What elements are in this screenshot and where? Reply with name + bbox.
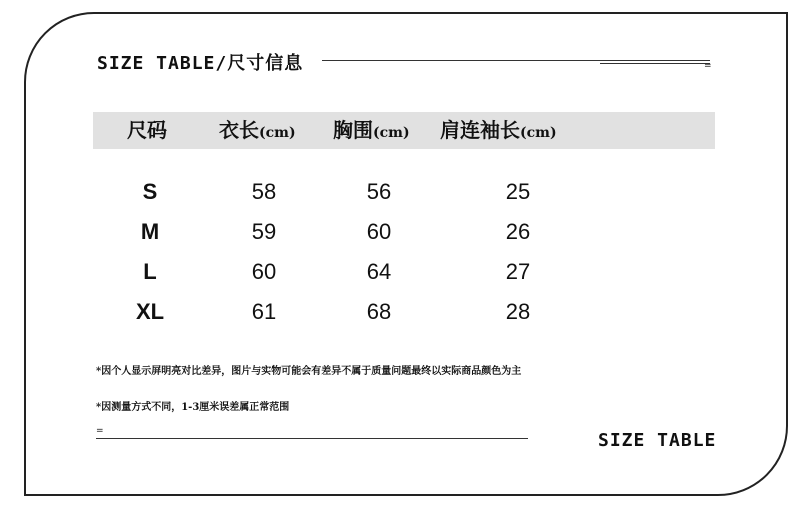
footer-label: SIZE TABLE [598,430,717,451]
table-cell-chest: 68 [366,299,392,324]
table-cell-sleeve: 26 [505,219,531,244]
title-divider-secondary [600,63,710,64]
bottom-rule-mark: = [96,426,104,436]
table-cell-length: 61 [251,299,277,324]
table-cell-chest: 56 [366,179,392,204]
table-cell-length: 60 [251,259,277,284]
table-cell-length: 59 [251,219,277,244]
table-cell-chest: 64 [366,259,392,284]
header-chest: 胸围(cm) [333,118,410,142]
table-cell-sleeve: 28 [505,299,531,324]
header-length: 衣长(cm) [219,118,296,142]
header-size: 尺码 [127,118,167,142]
table-cell-size: L [143,259,157,284]
title-rule-mark: = [704,61,712,71]
display-disclaimer-note: *因个人显示屏明亮对比差异，图片与实物可能会有差异不属于质量问题最终以实际商品颜色为主 [96,366,522,377]
table-cell-size: S [142,179,158,204]
header-sleeve: 肩连袖长(cm) [440,118,557,142]
bottom-divider [96,438,528,439]
table-cell-length: 58 [251,179,277,204]
table-cell-size: M [140,219,160,244]
page-title: SIZE TABLE/尺寸信息 [97,53,304,74]
table-cell-sleeve: 25 [505,179,531,204]
title-divider [322,60,710,61]
size-chart-frame [24,12,788,496]
table-cell-chest: 60 [366,219,392,244]
measurement-tolerance-note: *因测量方式不同，1-3厘米误差属正常范围 [96,402,290,413]
table-cell-size: XL [135,299,165,324]
table-cell-sleeve: 27 [505,259,531,284]
